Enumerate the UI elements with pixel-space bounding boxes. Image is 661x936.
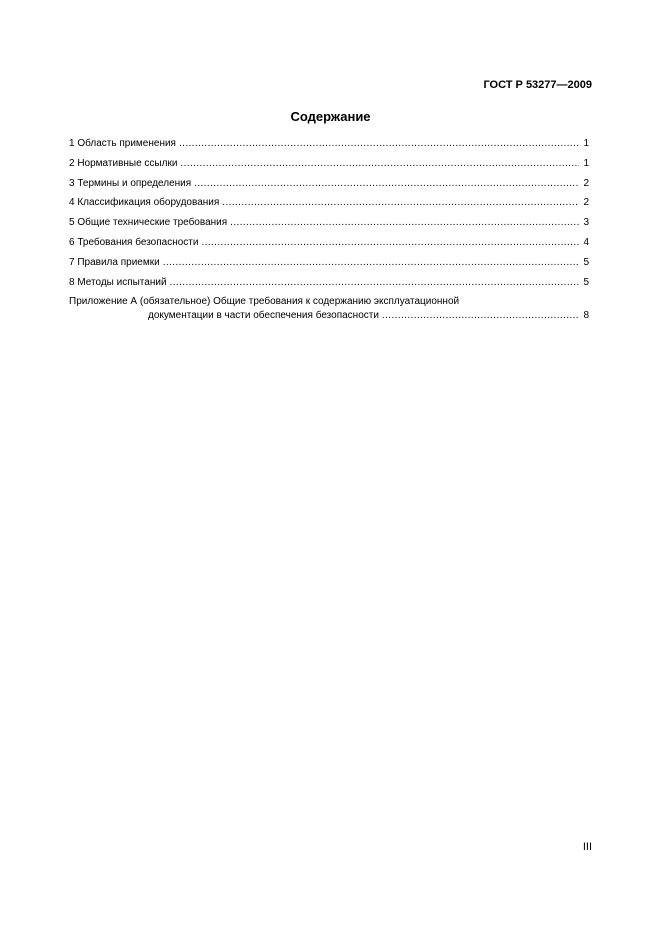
page-number: III: [582, 841, 592, 853]
toc-entry-page: 1: [583, 157, 589, 169]
toc-entry[interactable]: [69, 277, 589, 297]
toc-entry[interactable]: [69, 138, 589, 158]
toc-entry[interactable]: [69, 197, 589, 217]
toc-entry-appendix[interactable]: [69, 296, 589, 326]
toc-entry-label: 5 Общие технические требования: [69, 217, 228, 229]
toc-entry[interactable]: [69, 257, 589, 277]
toc-entry-page: 3: [583, 217, 589, 229]
toc-entry-label: 1 Область применения: [69, 138, 176, 149]
toc-entry-page: 5: [583, 276, 589, 288]
toc-entry-label: 7 Правила приемки: [69, 256, 160, 268]
toc-leader-dots: [230, 217, 579, 228]
table-of-contents: [69, 138, 589, 326]
toc-entry-label: 8 Методы испытаний: [69, 276, 167, 288]
toc-entry-page: 5: [583, 256, 589, 268]
toc-entry-label: 6 Требования безопасности: [69, 236, 199, 248]
toc-title: Содержание: [290, 109, 371, 124]
toc-entry-page: 1: [583, 138, 589, 149]
toc-leader-dots: [382, 310, 580, 321]
toc-entry[interactable]: [69, 178, 589, 198]
toc-leader-dots: [194, 178, 579, 189]
toc-leader-dots: [170, 277, 580, 288]
toc-leader-dots: [201, 237, 579, 248]
toc-entry-page: 2: [583, 197, 589, 209]
toc-entry-page: 2: [583, 177, 589, 189]
toc-appendix-label: документации в части обеспечения безопасности: [148, 310, 379, 322]
toc-leader-dots: [179, 138, 579, 149]
toc-leader-dots: [222, 197, 579, 208]
toc-leader-dots: [163, 257, 580, 268]
toc-entry-label: 2 Нормативные ссылки: [69, 157, 178, 169]
toc-entry[interactable]: [69, 158, 589, 178]
toc-entry[interactable]: [69, 217, 589, 237]
toc-entry-label: 4 Классификация оборудования: [69, 197, 220, 209]
toc-entry-page: 4: [583, 236, 589, 248]
toc-entry-page: 8: [583, 310, 589, 322]
toc-entry[interactable]: [69, 237, 589, 257]
toc-appendix-continuation: [69, 310, 589, 326]
toc-leader-dots: [180, 158, 579, 169]
toc-entry-label: 3 Термины и определения: [69, 177, 192, 189]
document-code: ГОСТ Р 53277—2009: [483, 79, 592, 91]
toc-appendix-title: Приложение А (обязательное) Общие требования к содержанию эксплуатационной: [69, 296, 460, 308]
